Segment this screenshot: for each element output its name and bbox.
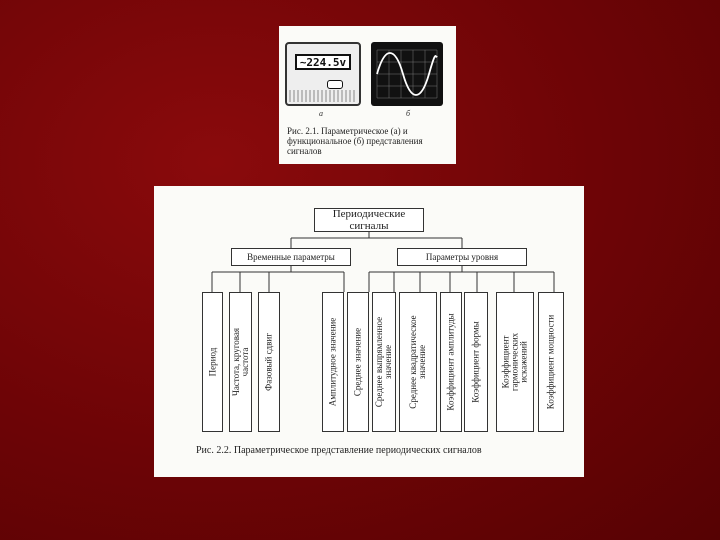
time-params-node: Временные параметры: [231, 248, 351, 266]
label-b: б: [406, 109, 411, 118]
leaf-amplitude-value-label: Амплитудное значение: [327, 317, 338, 407]
leaf-rectified-mean-label: Среднее выпрямленное значение: [374, 316, 393, 408]
level-params-node: Параметры уровня: [397, 248, 527, 266]
meter-base: [289, 90, 357, 102]
leaf-form-factor: [464, 292, 488, 432]
leaf-form-factor-label: Коэффициент формы: [470, 321, 481, 403]
leaf-harmonic-distortion: [496, 292, 534, 432]
leaf-phase-shift: [258, 292, 280, 432]
leaf-crest-factor-label: Коэффициент амплитуды: [445, 313, 456, 411]
meter-display: [295, 54, 351, 70]
leaf-period: [202, 292, 223, 432]
leaf-period-label: Период: [207, 347, 217, 377]
meter-reading: ~224.5v: [299, 55, 347, 69]
leaf-power-factor: [538, 292, 564, 432]
oscilloscope-icon: [371, 42, 443, 106]
leaf-power-factor-label: Коэффициент мощности: [545, 314, 556, 410]
root-node: Периодические сигналы: [314, 208, 424, 232]
leaf-rms-value: [399, 292, 437, 432]
figure-2-2-panel: [154, 186, 584, 477]
leaf-crest-factor: [440, 292, 462, 432]
label-a: а: [319, 109, 323, 118]
figure-2-2-caption: Рис. 2.2. Параметрическое представление периодических сигналов: [196, 445, 482, 456]
leaf-harmonic-distortion-label: Коэффициент гармонических искажений: [500, 332, 529, 392]
leaf-amplitude-value: [322, 292, 344, 432]
meter-button: [327, 80, 343, 89]
leaf-mean-value-label: Среднее значение: [352, 327, 363, 397]
digital-meter-icon: [285, 42, 361, 106]
leaf-rectified-mean: [372, 292, 396, 432]
leaf-frequency-label: Частота, круговая частота: [230, 327, 250, 397]
figure-2-1-panel: [279, 26, 456, 164]
leaf-frequency: [229, 292, 252, 432]
leaf-rms-value-label: Среднее квадратическое значение: [408, 315, 427, 409]
figure-2-1-caption: Рис. 2.1. Параметрическое (а) и функциональное (б) представления сигналов: [287, 126, 423, 156]
leaf-mean-value: [347, 292, 369, 432]
leaf-phase-shift-label: Фазовый сдвиг: [263, 333, 274, 391]
